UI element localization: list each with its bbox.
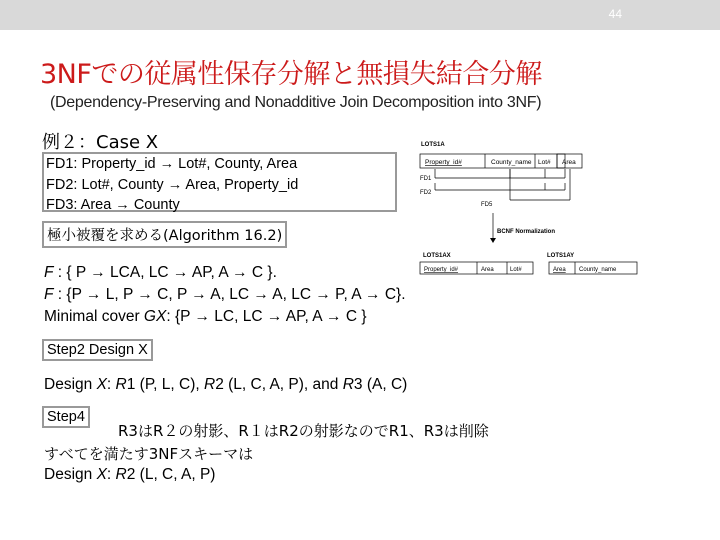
slide-title: 3NFでの従属性保存分解と無損失結合分解 [40, 59, 542, 90]
slide-subtitle: (Dependency-Preserving and Nonadditive Join Decomposition into 3NF) [50, 94, 542, 111]
lots1a-col-1: Property_id# [425, 159, 462, 166]
example-heading: 例２：Case X [42, 132, 159, 153]
page-number: 44 [608, 7, 622, 21]
f-line-1-var: F [44, 264, 54, 281]
f-line-2-text: : {P → L, P → C, P → A, LC → A, LC → P, A → C}. [53, 286, 406, 303]
f-line-2-var: F [44, 286, 54, 303]
lots1ax-title: LOTS1AX [423, 253, 451, 259]
lots1a-title: LOTS1A [421, 142, 445, 148]
lots1a-table [420, 154, 565, 168]
lots1ax-table [420, 262, 533, 274]
final-design-line [44, 466, 215, 484]
lots1ay-title: LOTS1AY [547, 253, 575, 259]
lots1ax-col-3: Lot# [510, 267, 522, 273]
algorithm-label: 極小被覆を求める(Algorithm 16.2) [42, 221, 287, 248]
minimal-cover-line [44, 308, 367, 326]
fd2-label: FD2 [420, 190, 432, 196]
minimal-cover-text: : {P → LC, LC → AP, A → C } [166, 308, 367, 325]
f-line-1 [44, 264, 277, 282]
fd-box [42, 152, 397, 212]
top-bar [0, 0, 720, 30]
design-prefix: Design [44, 376, 97, 393]
final-design-prefix: Design [44, 466, 97, 483]
fd-line-1: FD1: Property_id → Lot#, County, Area [46, 156, 298, 172]
lots1ay-table [549, 262, 637, 274]
final-design-var: X [96, 466, 107, 483]
f-line-1-text: : { P → LCA, LC → AP, A → C }. [53, 264, 277, 281]
lots1a-col-3: Lot# [538, 159, 551, 166]
fd1-label: FD1 [420, 176, 432, 182]
minimal-cover-prefix: Minimal cover [44, 308, 144, 325]
minimal-cover-var: GX [143, 308, 167, 325]
design-var: X [96, 376, 107, 393]
design-r2-rest: 2 (L, C, A, P), and [215, 376, 343, 393]
design-r2: R [203, 376, 216, 393]
step2-label: Step2 Design X [42, 339, 153, 361]
design-r3-rest: 3 (A, C) [353, 376, 408, 393]
final-design-r: R [115, 466, 127, 483]
lots1ax-col-1: Property_id# [424, 267, 459, 273]
normalization-diagram [415, 138, 645, 278]
bcnf-label: BCNF Normalization [497, 229, 556, 235]
lots1ax-col-2: Area [481, 267, 494, 273]
design-r3: R [342, 376, 354, 393]
all-3nf-line: すべてを満たす3NFスキーマは [44, 445, 254, 463]
lots1a-col-2: County_name [491, 159, 532, 166]
step4-text: R3はR２の射影、R１はR2の射影なのでR1、R3は削除 [118, 422, 489, 440]
design-line [44, 376, 407, 394]
final-design-mid: : [106, 466, 116, 483]
step4-label: Step4 [42, 406, 90, 428]
design-mid: : [106, 376, 116, 393]
design-r1-rest: 1 (P, L, C), [126, 376, 204, 393]
fd-line-3: FD3: Area → County [46, 197, 180, 213]
f-line-2 [44, 286, 406, 304]
fd-line-2: FD2: Lot#, County → Area, Property_id [46, 176, 299, 193]
lots1a-col-4: Area [562, 159, 576, 166]
design-r1: R [115, 376, 127, 393]
final-design-rest: 2 (L, C, A, P) [126, 466, 216, 483]
lots1ay-col-2: County_name [579, 267, 617, 273]
fd5-label: FD5 [481, 202, 493, 208]
lots1ay-col-1: Area [553, 267, 566, 273]
